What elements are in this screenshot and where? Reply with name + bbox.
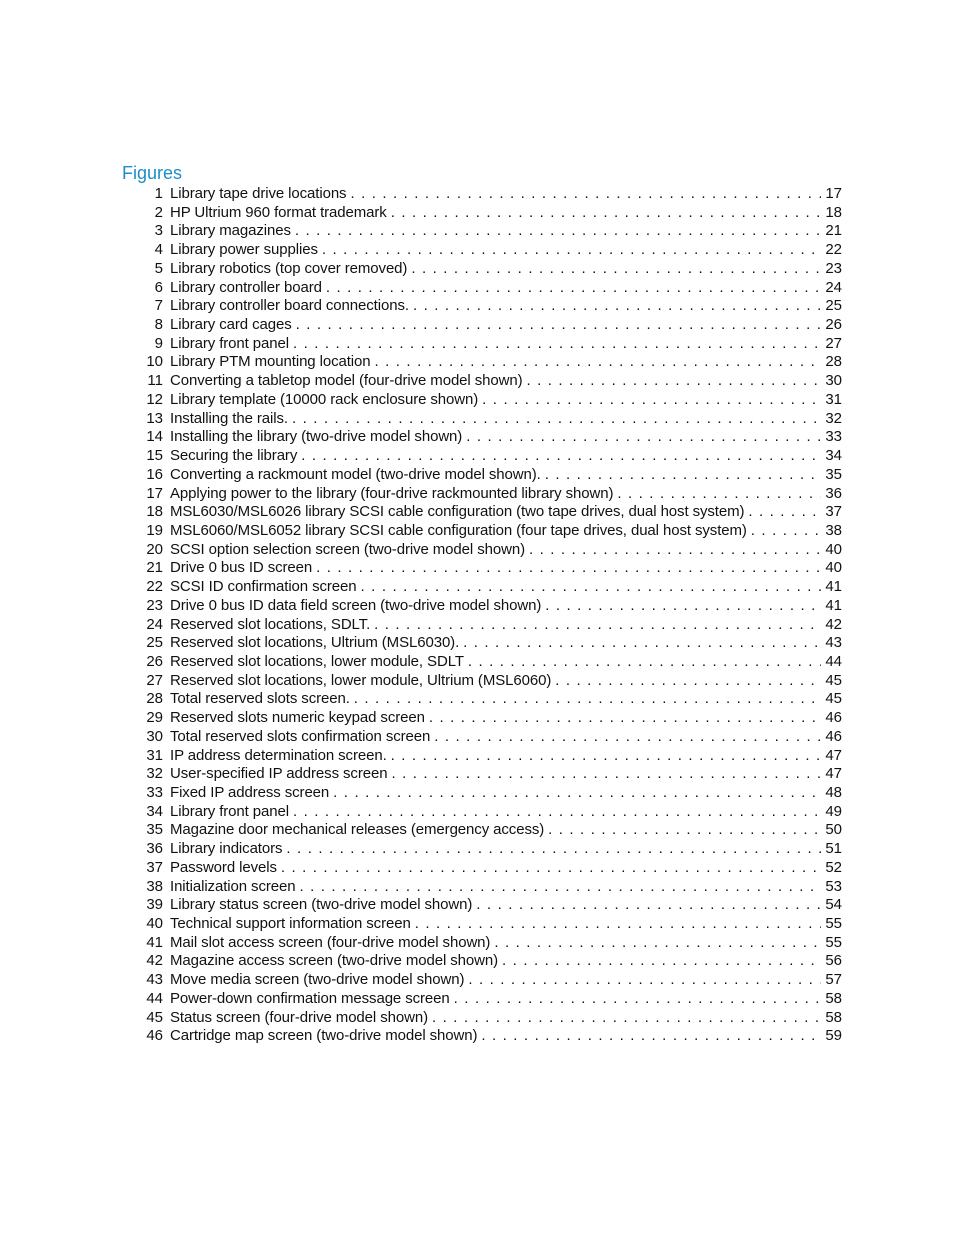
figure-number: 6 <box>154 278 163 296</box>
figure-number: 20 <box>146 540 163 558</box>
dot-leader <box>545 597 821 616</box>
dot-leader <box>502 952 821 971</box>
dot-leader <box>463 634 821 653</box>
figure-page-number[interactable]: 50 <box>825 821 842 839</box>
figure-page-number[interactable]: 49 <box>825 802 842 820</box>
figure-entry[interactable] <box>140 185 842 204</box>
figure-number: 33 <box>146 784 163 801</box>
dot-leader <box>293 335 821 354</box>
dot-leader <box>468 653 821 672</box>
figure-number: 11 <box>147 372 163 390</box>
figure-number: 34 <box>146 802 163 820</box>
figure-number: 2 <box>154 203 163 221</box>
figure-page-number[interactable]: 47 <box>825 746 842 764</box>
figure-number: 41 <box>146 933 163 951</box>
dot-leader <box>429 709 821 728</box>
figure-number: 14 <box>146 428 163 446</box>
figure-number: 13 <box>146 409 163 427</box>
figure-title[interactable]: Reserved slot locations, lower module, Ultrium (MSL6060) <box>170 672 555 691</box>
figure-title[interactable]: User-specified IP address screen <box>170 765 391 784</box>
figure-page-number[interactable]: 37 <box>825 503 842 521</box>
figure-entry[interactable] <box>140 634 842 653</box>
figure-page-number[interactable]: 35 <box>825 465 842 483</box>
figure-number: 42 <box>146 952 163 970</box>
figure-entry[interactable] <box>140 466 842 485</box>
figure-page-number[interactable]: 51 <box>825 840 842 858</box>
figure-title[interactable]: Cartridge map screen (two-drive model shown) <box>170 1027 481 1046</box>
dot-leader <box>468 971 821 990</box>
figure-entry[interactable] <box>140 522 842 541</box>
figure-title[interactable]: Library robotics (top cover removed) <box>170 260 411 279</box>
figure-entry[interactable] <box>140 878 842 897</box>
figure-title[interactable]: Installing the library (two-drive model shown) <box>170 428 466 447</box>
figure-title[interactable]: HP Ultrium 960 format trademark <box>170 204 391 223</box>
dot-leader <box>751 522 822 541</box>
figure-number: 23 <box>146 596 163 614</box>
figure-number: 8 <box>154 316 163 334</box>
figure-page-number[interactable]: 25 <box>825 297 842 315</box>
dot-leader <box>415 915 822 934</box>
dot-leader <box>322 241 821 260</box>
figure-number: 1 <box>154 185 163 202</box>
dot-leader <box>413 297 821 316</box>
figure-title[interactable]: Library controller board <box>170 279 326 298</box>
figure-page-number[interactable]: 56 <box>825 952 842 970</box>
figure-entry[interactable] <box>140 1027 842 1046</box>
figure-entry[interactable] <box>140 316 842 335</box>
figure-entry[interactable] <box>140 241 842 260</box>
dot-leader <box>350 185 821 204</box>
figure-entry[interactable] <box>140 971 842 990</box>
figure-entry[interactable] <box>140 709 842 728</box>
figure-entry[interactable] <box>140 859 842 878</box>
figure-page-number[interactable]: 17 <box>825 185 842 202</box>
figure-entry[interactable] <box>140 672 842 691</box>
figure-page-number[interactable]: 53 <box>825 877 842 895</box>
figure-page-number[interactable]: 45 <box>825 671 842 689</box>
dot-leader <box>296 316 822 335</box>
figure-title[interactable]: Technical support information screen <box>170 915 415 934</box>
figure-entry[interactable] <box>140 541 842 560</box>
figure-page-number[interactable]: 58 <box>825 989 842 1007</box>
dot-leader <box>555 672 821 691</box>
figure-entry[interactable] <box>140 335 842 354</box>
dot-leader <box>432 1009 821 1028</box>
dot-leader <box>295 222 821 241</box>
figure-page-number[interactable]: 40 <box>825 540 842 558</box>
figure-entry[interactable] <box>140 747 842 766</box>
figure-entry[interactable] <box>140 428 842 447</box>
figure-number: 31 <box>146 746 163 764</box>
figure-entry[interactable] <box>140 821 842 840</box>
figure-entry[interactable] <box>140 578 842 597</box>
figure-entry[interactable] <box>140 204 842 223</box>
figure-number: 19 <box>146 521 163 539</box>
figure-page-number[interactable]: 38 <box>825 521 842 539</box>
figure-number: 28 <box>146 690 163 708</box>
figure-page-number[interactable]: 24 <box>825 278 842 296</box>
figure-page-number[interactable]: 59 <box>825 1027 842 1045</box>
figure-number: 21 <box>146 559 163 577</box>
figure-title[interactable]: Library tape drive locations <box>170 185 350 204</box>
figure-page-number[interactable]: 34 <box>825 447 842 465</box>
figure-page-number[interactable]: 30 <box>825 372 842 390</box>
figure-number: 45 <box>146 1008 163 1026</box>
figure-title[interactable]: Reserved slot locations, lower module, SDLT <box>170 653 468 672</box>
figure-page-number[interactable]: 36 <box>825 484 842 502</box>
dot-leader <box>482 391 821 410</box>
figure-entry[interactable] <box>140 690 842 709</box>
figure-number: 15 <box>146 447 163 465</box>
figure-entry[interactable] <box>140 597 842 616</box>
dot-leader <box>454 990 822 1009</box>
dot-leader <box>434 728 821 747</box>
figure-title[interactable]: Drive 0 bus ID screen <box>170 559 316 578</box>
dot-leader <box>391 747 822 766</box>
figure-entry[interactable] <box>140 915 842 934</box>
figure-number: 7 <box>154 297 163 315</box>
dot-leader <box>354 690 822 709</box>
figure-title[interactable]: Library template (10000 rack enclosure shown) <box>170 391 482 410</box>
figure-entry[interactable] <box>140 260 842 279</box>
figure-number: 38 <box>146 877 163 895</box>
figure-entry[interactable] <box>140 559 842 578</box>
figure-title[interactable]: Password levels <box>170 859 281 878</box>
figure-title[interactable]: Library PTM mounting location <box>170 353 375 372</box>
figure-page-number[interactable]: 28 <box>825 353 842 371</box>
figure-title[interactable]: Library indicators <box>170 840 286 859</box>
figure-number: 16 <box>146 465 163 483</box>
dot-leader <box>748 503 821 522</box>
figure-number: 17 <box>146 484 163 502</box>
figure-title[interactable]: Magazine door mechanical releases (emergency access) <box>170 821 548 840</box>
figure-number: 3 <box>154 222 163 240</box>
dot-leader <box>617 485 821 504</box>
figure-title[interactable]: Mail slot access screen (four-drive model shown) <box>170 934 494 953</box>
figure-page-number[interactable]: 22 <box>825 241 842 259</box>
figure-page-number[interactable]: 54 <box>825 896 842 914</box>
figure-title[interactable]: Applying power to the library (four-drive rackmounted library shown) <box>170 485 617 504</box>
dot-leader <box>326 279 821 298</box>
figure-entry[interactable] <box>140 653 842 672</box>
figure-page-number[interactable]: 40 <box>825 559 842 577</box>
figure-entry[interactable] <box>140 485 842 504</box>
figure-entry[interactable] <box>140 372 842 391</box>
figure-number: 32 <box>146 765 163 783</box>
figure-title[interactable]: Library controller board connections. <box>170 297 413 316</box>
figure-number: 35 <box>146 821 163 839</box>
figure-page-number[interactable]: 27 <box>825 334 842 352</box>
figure-number: 5 <box>154 259 163 277</box>
figure-number: 27 <box>146 671 163 689</box>
figure-page-number[interactable]: 42 <box>825 615 842 633</box>
figure-title[interactable]: Securing the library <box>170 447 301 466</box>
figure-entry[interactable] <box>140 728 842 747</box>
figure-title[interactable]: Magazine access screen (two-drive model shown) <box>170 952 502 971</box>
figure-entry[interactable] <box>140 447 842 466</box>
figure-entry[interactable] <box>140 279 842 298</box>
figure-page-number[interactable]: 46 <box>825 727 842 745</box>
figure-number: 26 <box>146 652 163 670</box>
figure-page-number[interactable]: 57 <box>825 971 842 989</box>
figure-entry[interactable] <box>140 353 842 372</box>
figure-title[interactable]: Library front panel <box>170 803 293 822</box>
figure-title[interactable]: SCSI option selection screen (two-drive model shown) <box>170 541 529 560</box>
figure-entry[interactable] <box>140 765 842 784</box>
dot-leader <box>466 428 821 447</box>
figure-page-number[interactable]: 33 <box>825 428 842 446</box>
dot-leader <box>293 803 821 822</box>
figure-entry[interactable] <box>140 784 842 803</box>
figure-page-number[interactable]: 41 <box>825 578 842 596</box>
figure-title[interactable]: Converting a rackmount model (two-drive model shown). <box>170 466 545 485</box>
figure-title[interactable]: Library magazines <box>170 222 295 241</box>
figure-title[interactable]: Library card cages <box>170 316 296 335</box>
figure-page-number[interactable]: 31 <box>825 390 842 408</box>
figure-page-number[interactable]: 43 <box>825 634 842 652</box>
page-title: Figures <box>122 163 183 183</box>
figure-number: 37 <box>146 858 163 876</box>
figure-title[interactable]: Move media screen (two-drive model shown) <box>170 971 468 990</box>
figure-number: 22 <box>146 578 163 596</box>
figure-page-number[interactable]: 45 <box>825 690 842 708</box>
figure-number: 12 <box>146 390 163 408</box>
dot-leader <box>286 840 821 859</box>
figure-page-number[interactable]: 52 <box>825 858 842 876</box>
figure-title[interactable]: IP address determination screen. <box>170 747 391 766</box>
dot-leader <box>545 466 822 485</box>
figure-entry[interactable] <box>140 503 842 522</box>
dot-leader <box>333 784 821 803</box>
figure-number: 25 <box>146 634 163 652</box>
figure-number: 10 <box>146 353 163 371</box>
figure-title[interactable]: Total reserved slots confirmation screen <box>170 728 434 747</box>
figure-title[interactable]: Reserved slot locations, Ultrium (MSL6030). <box>170 634 463 653</box>
figure-title[interactable]: MSL6060/MSL6052 library SCSI cable configuration (four tape drives, dual host system) <box>170 522 751 541</box>
figure-title[interactable]: Converting a tabletop model (four-drive model shown) <box>170 372 526 391</box>
dot-leader <box>481 1027 821 1046</box>
dot-leader <box>548 821 821 840</box>
figure-title[interactable]: Status screen (four-drive model shown) <box>170 1009 432 1028</box>
figure-entry[interactable] <box>140 952 842 971</box>
dot-leader <box>529 541 821 560</box>
figure-entry[interactable] <box>140 1009 842 1028</box>
dot-leader <box>374 616 821 635</box>
dot-leader <box>301 447 821 466</box>
figure-title[interactable]: Initialization screen <box>170 878 299 897</box>
dot-leader <box>316 559 821 578</box>
figure-title[interactable]: Power-down confirmation message screen <box>170 990 454 1009</box>
figure-page-number[interactable]: 44 <box>825 652 842 670</box>
figure-page-number[interactable]: 32 <box>825 409 842 427</box>
dot-leader <box>411 260 821 279</box>
figure-title[interactable]: Drive 0 bus ID data field screen (two-drive model shown) <box>170 597 545 616</box>
figure-number: 40 <box>146 915 163 933</box>
figure-title[interactable]: MSL6030/MSL6026 library SCSI cable configuration (two tape drives, dual host system) <box>170 503 748 522</box>
figures-list <box>140 185 842 1046</box>
figure-page-number[interactable]: 41 <box>825 596 842 614</box>
figure-entry[interactable] <box>140 840 842 859</box>
figure-title[interactable]: Installing the rails. <box>170 410 292 429</box>
figure-number: 44 <box>146 989 163 1007</box>
dot-leader <box>526 372 821 391</box>
figure-page-number[interactable]: 21 <box>825 222 842 240</box>
figure-title[interactable]: Fixed IP address screen <box>170 784 333 803</box>
figure-page-number[interactable]: 47 <box>825 765 842 783</box>
figure-number: 43 <box>146 971 163 989</box>
figure-number: 36 <box>146 840 163 858</box>
figure-title[interactable]: Library front panel <box>170 335 293 354</box>
figure-number: 4 <box>154 241 163 259</box>
figure-page-number[interactable]: 26 <box>825 316 842 334</box>
figure-number: 24 <box>146 615 163 633</box>
dot-leader <box>361 578 822 597</box>
figure-entry[interactable] <box>140 616 842 635</box>
figure-number: 46 <box>146 1027 163 1045</box>
figure-number: 39 <box>146 896 163 914</box>
dot-leader <box>292 410 821 429</box>
dot-leader <box>375 353 822 372</box>
figure-page-number[interactable]: 46 <box>825 709 842 727</box>
figure-title[interactable]: Reserved slots numeric keypad screen <box>170 709 429 728</box>
dot-leader <box>391 765 821 784</box>
dot-leader <box>299 878 821 897</box>
figure-entry[interactable] <box>140 410 842 429</box>
figure-number: 18 <box>146 503 163 521</box>
figure-title[interactable]: Library power supplies <box>170 241 322 260</box>
figure-entry[interactable] <box>140 990 842 1009</box>
figure-page-number[interactable]: 55 <box>825 915 842 933</box>
dot-leader <box>391 204 822 223</box>
figure-entry[interactable] <box>140 934 842 953</box>
dot-leader <box>476 896 821 915</box>
dot-leader <box>494 934 821 953</box>
figure-page-number[interactable]: 55 <box>825 933 842 951</box>
figure-entry[interactable] <box>140 297 842 316</box>
figure-page-number[interactable]: 58 <box>825 1008 842 1026</box>
figure-title[interactable]: Total reserved slots screen. <box>170 690 354 709</box>
figure-entry[interactable] <box>140 391 842 410</box>
figure-page-number[interactable]: 48 <box>825 784 842 801</box>
figure-entry[interactable] <box>140 222 842 241</box>
dot-leader <box>281 859 821 878</box>
figure-title[interactable]: Library status screen (two-drive model shown) <box>170 896 476 915</box>
figure-page-number[interactable]: 18 <box>825 203 842 221</box>
figure-page-number[interactable]: 23 <box>825 259 842 277</box>
figure-number: 9 <box>154 334 163 352</box>
figure-entry[interactable] <box>140 896 842 915</box>
figure-number: 29 <box>146 709 163 727</box>
figure-title[interactable]: SCSI ID confirmation screen <box>170 578 361 597</box>
figure-number: 30 <box>146 727 163 745</box>
figure-title[interactable]: Reserved slot locations, SDLT. <box>170 616 374 635</box>
figure-entry[interactable] <box>140 803 842 822</box>
